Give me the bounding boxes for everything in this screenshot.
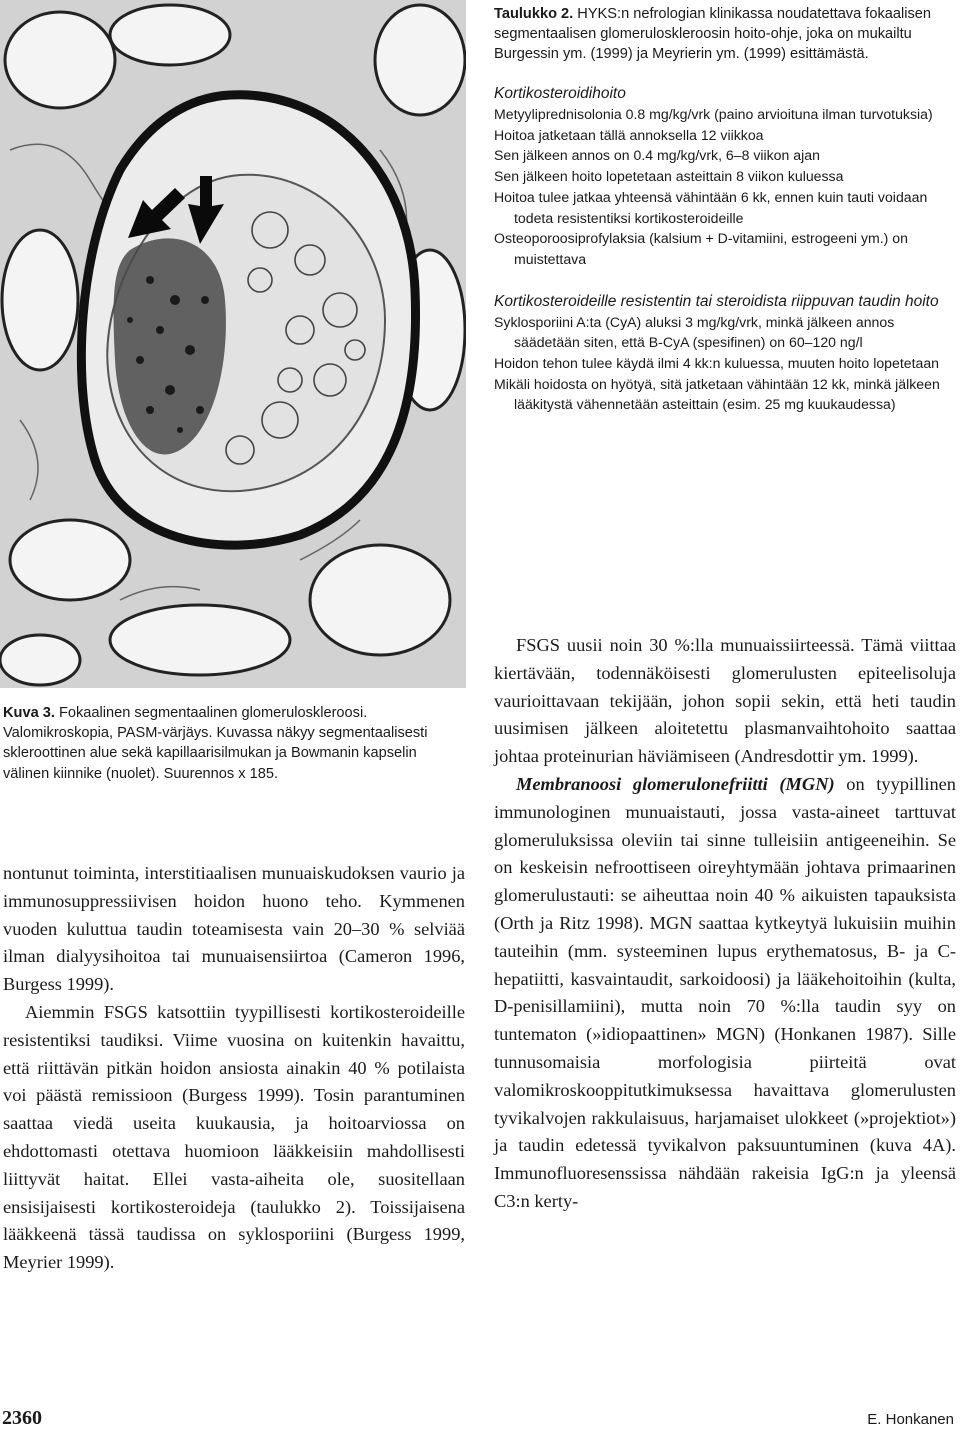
table-item: Mikäli hoidosta on hyötyä, sitä jatketaan vähintään 12 kk, minkä jälkeen lääkitystä vähennetään asteittain (esim. 25 mg kuukaudessa) [494,375,940,413]
figure-caption-text: Fokaalinen segmentaalinen glomeruloskleroosi. Valomikroskopia, PASM-värjäys. Kuvassa näkyy segmentaalisesti skleroottinen alue sekä kapillaarisilmukan ja Bowmanin kapselin välinen kiinnike (nuolet). Suurennos x 185. [3,705,428,782]
treatment-table [494,4,956,415]
body-paragraph-text: on tyypillinen immunologinen munuaistauti, jossa vasta-aineet tarttuvat glomeruluksissa oleviin tai sinne tulleisiin antigeeneihin. Se on keskeisin nefroottiseen oireyhtymään johtava primaarinen glomerulustauti: se aiheuttaa noin 40 % aikuisten tapauksista (Orth ja Ritz 1998). MGN saattaa kytkeytyä lukuisiin muihin tauteihin (mm. systeeminen lupus erythematosus, B- ja C-hepatiitti, kasvaintaudit, sarkoidoosi) ja lääkehoitoihin (kulta, D-penisillamiini), mutta noin 70 %:lla taudin syy on tuntematon (»idiopaattinen» MGN) (Honkanen 1987). Sille tunnusomaisia morfologisia piirteitä ovat valomikroskooppitutkimuksessa havaittava glomerulusten tyvikalvojen rakkulaisuus, harjamaiset ulokkeet (»projektiot») ja taudin edetessä tyvikalvon paksuuntuminen (kuva 4A). Immunofluoresenssissa nähdään rakeisia IgG:n ja yleensä C3:n kerty- [494,773,956,1211]
table-item: Hoidon tehon tulee käydä ilmi 4 kk:n kuluessa, muuten hoito lopetetaan [494,355,940,372]
figure-caption [3,703,463,784]
table-item: Hoitoa jatketaan tällä annoksella 12 viikkoa [494,126,764,143]
right-text-column [494,632,956,1216]
table-section-heading: Kortikosteroidihoito [494,85,626,102]
figure-caption-label: Kuva 3. [3,705,55,721]
section-term: Membranoosi glomerulonefriitti (MGN) [516,773,835,794]
table-item: Osteoporoosiprofylaksia (kalsium + D-vitamiini, estrogeeni ym.) on muistettava [494,230,908,267]
author-name: E. Honkanen [867,1411,954,1428]
table-item: Syklosporiini A:ta (CyA) aluksi 3 mg/kg/vrk, minkä jälkeen annos säädetään siten, että B-CyA (spesifinen) on 60–120 ng/l [494,313,895,351]
kidney-glomerulus-micrograph [0,0,466,688]
table-caption-label: Taulukko 2. [494,6,574,22]
body-paragraph: Aiemmin FSGS katsottiin tyypillisesti kortikosteroideille resistentiksi taudiksi. Viime vuosina on kuitenkin havaittu, että riittävän pitkän hoidon ansiosta ainakin 40 % potilaista voi päästä remissioon (Burgess 1999). Tosin parantuminen saattaa viedä useita kuukausia, ja hoitoarviossa on ehdottomasti otettava huomioon lääkkeisiin mahdollisesti liittyvät haitat. Ellei vasta-aiheita ole, suositellaan ensisijaisesti kortikosteroideja (taulukko 2). Toissijaisena lääkkeenä tässä taudissa on syklosporiini (Burgess 1999, Meyrier 1999). [3,1001,465,1273]
table-section-heading: Kortikosteroideille resistentin tai steroidista riippuvan taudin hoito [494,292,939,310]
page-number: 2360 [2,1407,42,1429]
body-paragraph [494,771,956,1216]
body-paragraph: nontunut toiminta, interstitiaalisen munuaiskudoksen vaurio ja immunosuppressiivisen hoidon huono teho. Kymmenen vuoden kuluttua taudin toteamisesta vain 20–30 % selviää ilman dialyysihoitoa tai munuaisensiirtoa (Cameron 1996, Burgess 1999). [3,863,465,995]
table-caption-text: HYKS:n nefrologian klinikassa noudatettava fokaalisen segmentaalisen glomeruloskleroosin hoito-ohje, joka on mukailtu Burgessin ym. (1999) ja Meyrierin ym. (1999) esittämästä. [494,6,931,62]
table-caption [494,4,956,64]
body-paragraph: FSGS uusii noin 30 %:lla munuaissiirteessä. Tämä viittaa kiertävään, todennäköisesti glomerulusten epiteelisoluja vaurioittavaan tekijään, johon sopii sekin, että heti taudin uusimisen jälkeen aloitetettu plasmanvaihtohoito saattaa johtaa proteinurian häviämiseen (Andresdottir ym. 1999). [494,635,956,767]
table-item: Metyyliprednisolonia 0.8 mg/kg/vrk (paino arvioituna ilman turvotuksia) [494,106,933,122]
table-item: Hoitoa tulee jatkaa yhteensä vähintään 6 kk, ennen kuin tauti voidaan todeta resistentiksi kortikosteroideille [494,188,928,226]
table-item: Sen jälkeen annos on 0.4 mg/kg/vrk, 6–8 viikon ajan [494,147,820,164]
table-item: Sen jälkeen hoito lopetetaan asteittain 8 viikon kuluessa [494,168,844,185]
left-text-column [3,860,465,1277]
